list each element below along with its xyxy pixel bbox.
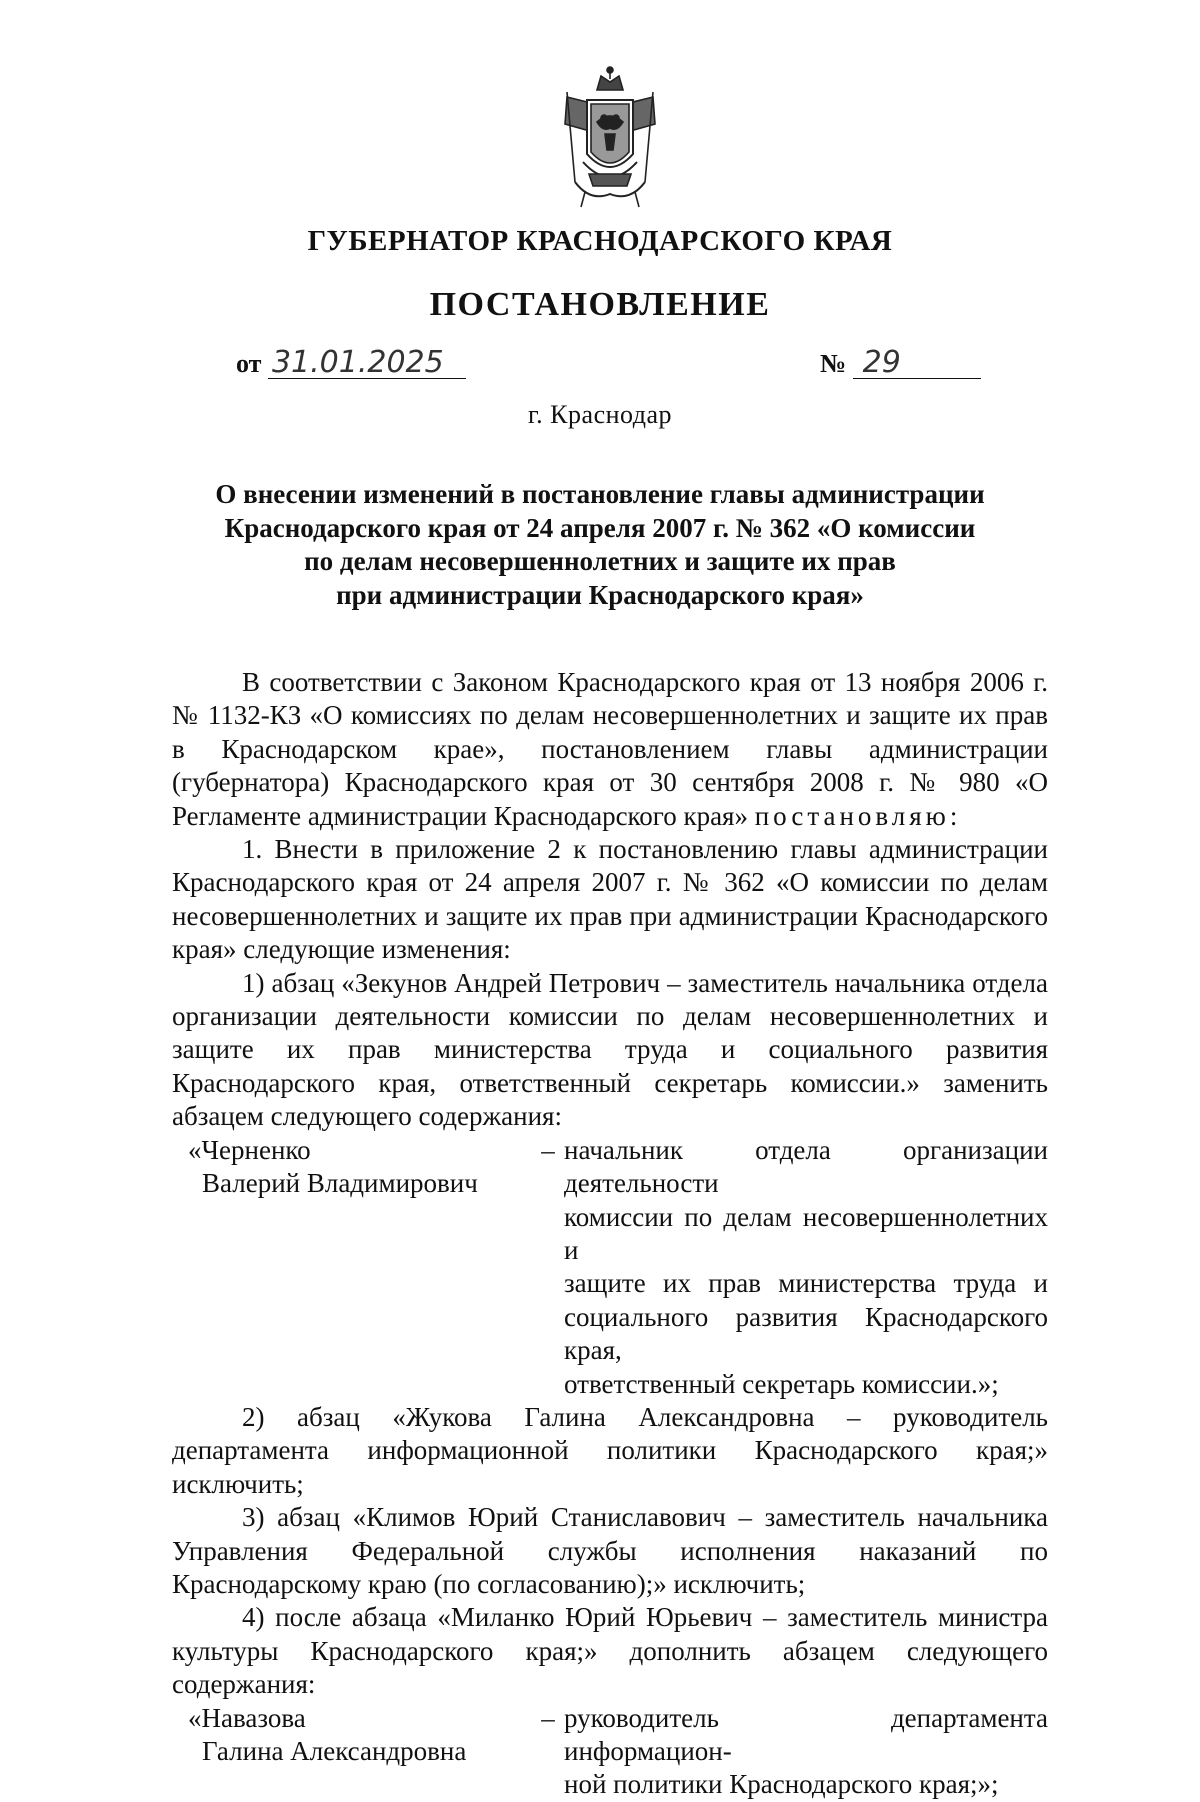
date-label: от [236,349,262,378]
role-line: ответственный секретарь комиссии.»; [564,1368,999,1399]
role-line: руководитель департамента информацион- [564,1702,1048,1766]
role-line: социального развития Краснодарского края, [564,1301,1048,1366]
entry-name [172,1702,532,1802]
subitem-1-paragraph: 1) абзац «Зекунов Андрей Петрович – заместитель начальника отдела организации деятельности комиссии по делам несовершеннолетних и защите их прав министерства труда и социального развития Краснодарского края, ответственный секретарь комиссии.» заменить абзацем следующего содержания: [172,967,1048,1132]
title-line: при администрации Краснодарского края» [336,579,864,610]
role-line: ной политики Краснодарского края;»; [564,1769,999,1800]
preamble-paragraph [172,666,1048,833]
document-type: ПОСТАНОВЛЕНИЕ [429,286,771,323]
issuing-authority: ГУБЕРНАТОР КРАСНОДАРСКОГО КРАЯ [307,225,893,257]
document-number [820,345,981,380]
document-title [180,478,1020,612]
composition-entry-chernenko [172,1134,1048,1401]
role-line: комиссии по делам несовершеннолетних и [564,1201,1048,1265]
role-line: начальник отдела организации деятельности [564,1134,1048,1199]
subitem-4-paragraph: 4) после абзаца «Миланко Юрий Юрьевич – заместитель министра культуры Краснодарского края;» дополнить абзацем следующего содержания: [172,1602,1048,1700]
entry-role [564,1134,1048,1401]
number-label: № [820,349,847,378]
number-handwritten-value: 29 [853,348,981,379]
subitem-3-paragraph: 3) абзац «Климов Юрий Станиславович – заместитель начальника Управления Федеральной службы исполнения наказаний по Краснодарскому краю (по согласованию);» исключить; [172,1502,1048,1599]
document-date [236,345,466,380]
entry-surname: «Навазова [188,1702,306,1733]
entry-dash: – [541,1702,555,1733]
city: г. Краснодар [527,400,673,429]
entry-given-names: Валерий Владимирович [202,1168,478,1199]
entry-surname: «Черненко [188,1134,311,1165]
composition-entry-navazova [172,1702,1048,1802]
item-1-paragraph: 1. Внести в приложение 2 к постановлению главы администрации Краснодарского края от 24 апреля 2007 г. № 362 «О комиссии по делам несовершеннолетних и защите их прав при администрации Краснодарского края» следующие изменения: [172,834,1048,965]
document-body [172,666,1048,1802]
title-line: О внесении изменений в постановление главы администрации [215,479,985,509]
title-line: по делам несовершеннолетних и защите их прав [304,546,896,576]
entry-given-names: Галина Александровна [202,1736,467,1766]
entry-dash: – [541,1134,555,1165]
preamble-text: В соответствии с Законом Краснодарского края от 13 ноября 2006 г. № 1132-КЗ «О комиссиях по делам несовершеннолетних и защите их прав в Краснодарском крае», постановлением главы администрации (губернатора) Краснодарского края от 30 сентября 2008 г. № 980 «О Регламенте администрации Краснодарского края» [172,667,1048,831]
title-line: Краснодарского края от 24 апреля 2007 г. № 362 «О комиссии [224,512,976,543]
resolve-word: постановляю: [754,800,962,831]
role-line: защите их прав министерства труда и [564,1268,1048,1299]
subitem-2-paragraph: 2) абзац «Жукова Галина Александровна – руководитель департамента информационной политики Краснодарского края;» исключить; [172,1401,1048,1499]
entry-name [172,1134,532,1401]
date-handwritten-value: 31.01.2025 [268,348,466,379]
entry-role [564,1702,1048,1802]
coat-of-arms-emblem [545,62,675,212]
